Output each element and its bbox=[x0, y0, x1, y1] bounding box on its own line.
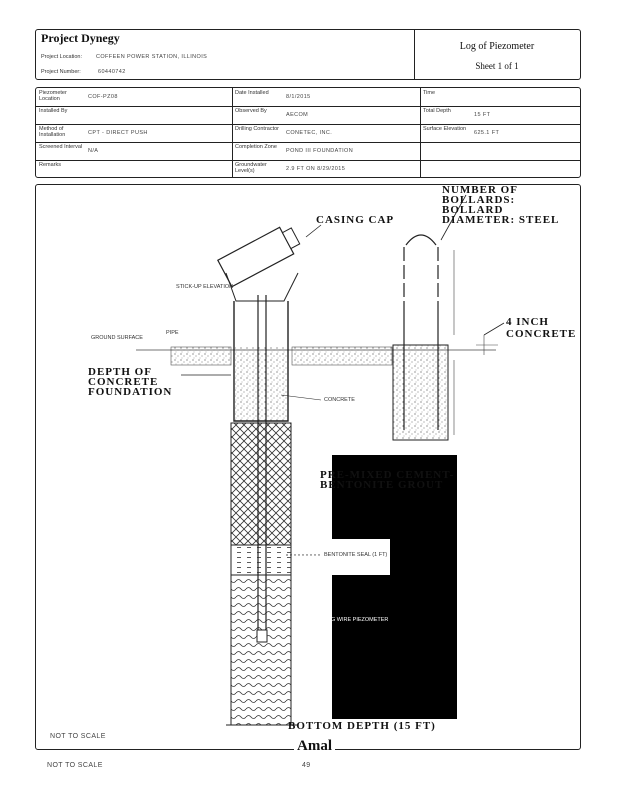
bollard-footing bbox=[393, 345, 448, 440]
info-grid bbox=[35, 87, 581, 178]
project-location-value: COFFEEN POWER STATION, ILLINOIS bbox=[96, 54, 208, 60]
bollard-body bbox=[404, 247, 438, 305]
grid-value: AECOM bbox=[286, 112, 309, 118]
header-divider bbox=[414, 30, 415, 79]
grid-row-divider bbox=[36, 142, 580, 143]
grid-label: Screened Interval bbox=[39, 144, 83, 150]
grid-label: Surface Elevation bbox=[423, 126, 467, 132]
project-number-value: 60440742 bbox=[98, 69, 126, 75]
sheet-number: Sheet 1 of 1 bbox=[475, 61, 519, 71]
grout-zone bbox=[231, 423, 291, 545]
bentonite-seal bbox=[231, 545, 291, 575]
grid-value: POND III FOUNDATION bbox=[286, 148, 354, 154]
callout-4in-concrete: 4 INCH CONCRETE bbox=[506, 316, 577, 340]
header-box bbox=[35, 29, 581, 80]
sensor bbox=[257, 630, 267, 642]
concrete-pad-right bbox=[292, 347, 392, 365]
footer-not-to-scale: NOT TO SCALE bbox=[47, 762, 103, 769]
grid-value: 8/1/2015 bbox=[286, 94, 311, 100]
redaction-block bbox=[332, 455, 457, 719]
grid-value: COF-PZ08 bbox=[88, 94, 118, 100]
grid-col-divider bbox=[420, 88, 421, 177]
note-concrete: CONCRETE bbox=[324, 397, 355, 403]
note-seal: BENTONITE SEAL (1 FT) bbox=[324, 552, 388, 558]
grid-value: 625.1 FT bbox=[474, 130, 500, 136]
grid-value: CPT - DIRECT PUSH bbox=[88, 130, 148, 136]
diagram-frame bbox=[35, 184, 581, 754]
grid-row-divider bbox=[36, 160, 580, 161]
grid-label: Piezometer Location bbox=[39, 90, 67, 102]
grid-label: Installed By bbox=[39, 108, 68, 114]
callout-bottom-depth: BOTTOM DEPTH (15 FT) bbox=[288, 720, 436, 732]
grid-row-divider bbox=[36, 124, 580, 125]
page-number: 49 bbox=[302, 762, 311, 769]
sand-zone bbox=[231, 575, 291, 725]
callout-grout: PRE-MIXED CEMENT-BENTONITE GROUT bbox=[320, 469, 455, 491]
callout-bollards: NUMBER OF BOLLARDS: BOLLARD DIAMETER: STEEL bbox=[442, 184, 560, 226]
grid-label: Total Depth bbox=[423, 108, 451, 114]
piezometer-diagram bbox=[36, 185, 579, 748]
grid-label: Observed By bbox=[235, 108, 267, 114]
casing-cap bbox=[218, 223, 303, 287]
grid-label: Completion Zone bbox=[235, 144, 277, 150]
grid-label: Time bbox=[423, 90, 436, 96]
project-number-label: Project Number: bbox=[41, 69, 81, 75]
diagram-not-to-scale: NOT TO SCALE bbox=[50, 733, 106, 740]
grid-label: Method of Installation bbox=[39, 126, 66, 138]
signature: Amal bbox=[294, 738, 335, 755]
grid-col-divider bbox=[232, 88, 233, 177]
grid-value: 15 FT bbox=[474, 112, 491, 118]
project-location-label: Project Location: bbox=[41, 54, 82, 60]
note-stick-up: STICK-UP ELEVATION bbox=[176, 284, 234, 290]
project-name: Project Dynegy bbox=[41, 31, 120, 45]
grid-value: CONETEC, INC. bbox=[286, 130, 333, 136]
grid-label: Groundwater Level(s) bbox=[235, 162, 267, 174]
casing-concrete bbox=[235, 347, 287, 421]
grid-label: Remarks bbox=[39, 162, 62, 168]
grid-value: N/A bbox=[88, 148, 99, 154]
grid-label: Drilling Contractor bbox=[235, 126, 280, 132]
note-pipe: PIPE bbox=[166, 330, 179, 336]
bollard-cap bbox=[406, 235, 436, 245]
grid-value: 2.9 FT ON 8/29/2015 bbox=[286, 166, 346, 172]
callout-concrete-depth: DEPTH OF CONCRETE FOUNDATION bbox=[88, 366, 173, 398]
note-sensor: VIBRATING WIRE PIEZOMETER bbox=[306, 617, 389, 623]
callout-casing-cap: CASING CAP bbox=[316, 214, 395, 226]
log-title: Log of Piezometer bbox=[459, 41, 535, 52]
concrete-pad-left bbox=[171, 347, 231, 365]
note-ground: GROUND SURFACE bbox=[91, 335, 143, 341]
grid-label: Date Installed bbox=[235, 90, 269, 96]
grid-row-divider bbox=[36, 106, 580, 107]
